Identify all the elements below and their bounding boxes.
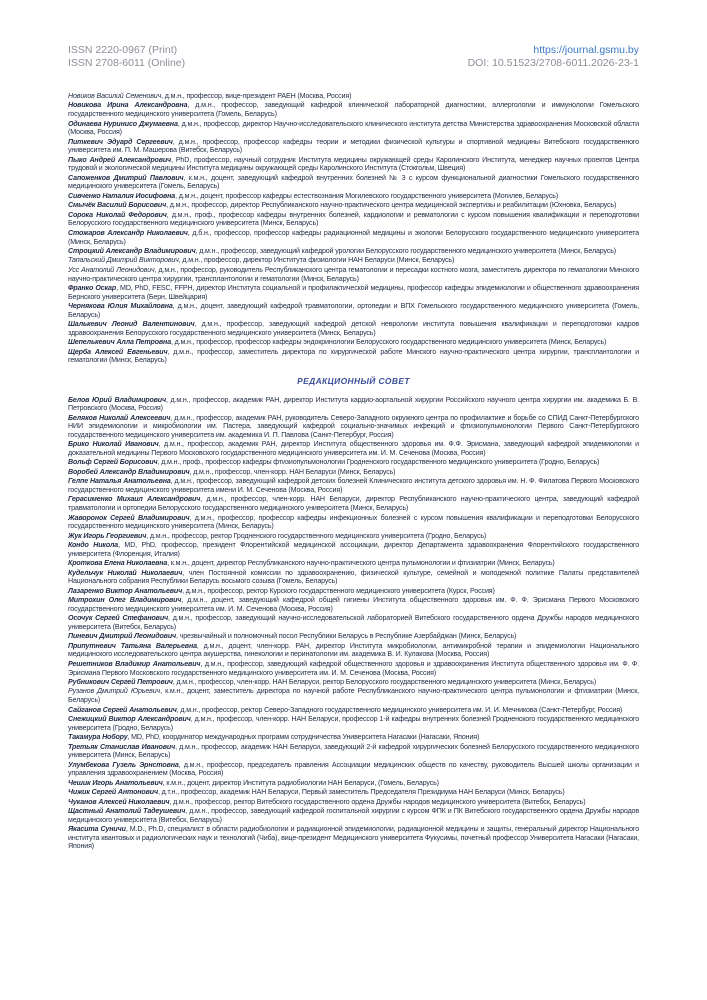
member-name: Усс Анатолий Леонидович [68, 265, 155, 274]
member-entry [68, 302, 639, 319]
member-entry [68, 788, 639, 797]
member-name: Тапальский Дмитрий Викторович [68, 256, 179, 265]
doi: DOI: 10.51523/2708-6011.2026-23-1 [467, 57, 639, 69]
editorial-board-list [68, 92, 639, 365]
member-name: Лазаренко Виктор Анатольевич [68, 586, 183, 595]
member-entry [68, 761, 639, 778]
member-affiliation: , д.м.н., профессор, ректор Северо-Западного государственного медицинского университета им. И. И. Мечникова (Санкт-Петербург, Россия) [176, 705, 623, 714]
member-entry [68, 477, 639, 494]
member-affiliation: , чрезвычайный и полномочный посол Республики Беларусь в Республике Азербайджан (Минск, Беларусь) [176, 632, 517, 641]
member-affiliation: , д.м.н., профессор, руководитель Республиканского центра гематологии и пересадки костного мозга, заместитель директора по гематологии Минского научно-практического центра хирургии, трансплантологии и гематологии (Минск, Беларусь) [68, 265, 639, 283]
member-name: Митрохин Олег Владимирович [68, 596, 182, 605]
member-entry [68, 101, 639, 118]
member-affiliation: , д.м.н., профессор, член-корр. НАН Беларуси, профессор 1-й кафедры внутренних болезней Гродненского государственного медицинского университета (Гродно, Беларусь) [68, 715, 639, 732]
member-affiliation: , д.м.н., профессор, ректор Гродненского государственного медицинского университета (Гродно, Беларусь) [146, 531, 487, 540]
member-name: Кудельчук Николай Николаевич [68, 568, 183, 577]
member-entry [68, 458, 639, 467]
member-affiliation: , д.м.н., доцент, заведующий кафедрой травматологии, ортопедии и ВПХ Гомельского государственного медицинского университета (Гомель, Беларусь) [68, 302, 639, 319]
member-name: Сайганов Сергей Анатольевич [68, 705, 177, 714]
member-affiliation: , к.м.н., доцент, заведующий кафедрой внутренних болезней № 3 с курсом функциональной диагностики Гомельского государственного медицинского университета (Гомель, Беларусь) [68, 173, 639, 191]
member-entry [68, 256, 639, 265]
board-content [68, 92, 639, 852]
member-affiliation: , д.м.н., профессор, директор Научно-исследовательского клинического института детства Министерства здравоохранения Московской области (Москва, Россия) [68, 119, 639, 137]
member-entry [68, 92, 639, 101]
member-affiliation: , д.м.н., профессор, директор Института физиологии НАН Беларуси (Минск, Беларусь) [178, 256, 455, 265]
journal-block [468, 44, 639, 70]
member-name: Новиков Василий Семенович [68, 92, 162, 100]
member-name: Чуканов Алексей Николаевич [68, 797, 170, 806]
member-affiliation: , д.м.н., профессор, председатель правления Ассоциации медицинских обществ по качеству, руководитель Высшей школы организации и управления здравоохранением (Москва, Россия) [68, 760, 639, 778]
member-name: Снежицкий Виктор Александрович [68, 715, 191, 724]
member-entry [68, 632, 639, 641]
member-entry [68, 559, 639, 568]
member-entry [68, 587, 639, 596]
member-entry [68, 569, 639, 586]
member-name: Третьяк Станислав Иванович [68, 742, 176, 751]
member-affiliation: , д.м.н., профессор, академик РАН, директор Института общественного здоровья им. Ф.Ф. Эрисмана, заведующий кафедрой эпидемиологии и доказательной медицины Первого Московского государственного медицинского университета им. И. М. Сеченова (Москва, Россия) [68, 440, 639, 457]
member-entry [68, 201, 639, 210]
member-affiliation: , д.м.н., профессор, академик НАН Беларуси, заведующий 2-й кафедрой хирургических болезней Белорусского государственного медицинского университета (Минск, Беларусь) [68, 742, 639, 760]
member-name: Сорока Николай Федорович [68, 210, 167, 219]
member-entry [68, 338, 639, 347]
member-name: Припутневич Татьяна Валерьевна [68, 641, 197, 650]
member-entry [68, 779, 639, 788]
member-affiliation: , д.м.н., профессор, заведующий кафедрой детских болезней Клинического института детского здоровья им. Н. Ф. Филатова Первого Московского государственного медицинского университета имени И. М. Сеченова (Москва, Россия) [68, 477, 639, 494]
member-name: Гелпе Наталья Анатольевна [68, 477, 171, 486]
member-entry [68, 495, 639, 512]
member-affiliation: , к.м.н., доцент, заместитель директора по научной работе Республиканского научно-практического центра пульмонологии и фтизиатрии (Минск, Беларусь) [68, 687, 639, 705]
member-name: Рубникович Сергей Петрович [68, 677, 173, 686]
member-name: Чижик Сергей Антонович [68, 788, 158, 797]
member-entry [68, 706, 639, 715]
member-name: Щастный Анатолий Тадеушевич [68, 807, 186, 816]
member-name: Решетников Владимир Анатольевич [68, 659, 201, 668]
member-entry [68, 468, 639, 477]
member-entry [68, 138, 639, 155]
member-affiliation: , д.м.н., профессор, член-корр. НАН Беларуси, ректор Белорусского государственного медицинского университета (Минск, Беларусь) [172, 677, 597, 686]
member-name: Сапоженков Дмитрий Павлович [68, 173, 184, 182]
member-affiliation: , член Постоянной комиссии по здравоохранению, физической культуре, семейной и молодежной политике Палаты представителей Национального собрания Республики Беларусь восьмого созыва (Гомель, Беларусь) [68, 568, 640, 586]
member-affiliation: , д.м.н., профессор, академик РАН, руководитель Северо-Западного окружного центра по профилактике и борьбе со СПИД Санкт-Петербургского НИИ эпидемиологии и микробиологии им. Пастера, заведующий кафедрой социально-значимых инфекций и фтизиопульмонологии Первого Санкт-Петербургского государственного медицинского университета им. академика И. П. Павлова (Санкт-Петербург, Россия) [68, 413, 639, 439]
member-name: Жук Игорь Георгиевич [68, 531, 147, 540]
member-entry [68, 320, 639, 337]
issn-online: ISSN 2708-6011 (Online) [68, 57, 186, 69]
member-name: Кроткова Елена Николаевна [68, 559, 168, 568]
member-entry [68, 532, 639, 541]
member-affiliation: , д.б.н., профессор, профессор кафедры радиационной медицины и экологии Белорусского государственного медицинского университета (Минск, Беларусь) [68, 228, 639, 246]
member-affiliation: , к.м.н., доцент, директор Института радиобиологии НАН Беларуси, (Гомель, Беларусь) [162, 778, 439, 787]
member-name: Герасименко Михаил Александрович [68, 495, 201, 504]
member-affiliation: , д.м.н., профессор, член-корр. НАН Беларуси, директор Республиканского научно-практического центра, заведующий кафедрой травматологии и ортопедии Белорусского государственного медицинского университета (Минск, Беларусь) [68, 495, 639, 513]
member-name: Воробей Александр Владимирович [68, 467, 190, 476]
member-entry [68, 211, 639, 228]
member-entry [68, 541, 639, 558]
member-entry [68, 733, 639, 742]
member-affiliation: , д.м.н., профессор, заведующий кафедрой общественного здоровья и здравоохранения Института общественного здоровья им. Ф. Ф. Эрисмана Первого Московского государственного медицинского университета им. И. М. Сеченова (Москва, Россия) [68, 659, 639, 677]
member-name: Улумбекова Гузель Эрнстовна [68, 760, 179, 769]
member-affiliation: , MD, PhD, профессор, президент Флорентийской медицинской ассоциации, директор Департамента здравоохранения Флорентийского государственного университета (Флоренция, Италия) [68, 541, 639, 558]
member-affiliation: , д.м.н., профессор, заведующий научно-исследовательской лабораторией Витебского государственного ордена Дружбы народов медицинского университета (Витебск, Беларусь) [68, 614, 639, 631]
member-affiliation: , д.т.н., профессор, академик НАН Беларуси, Первый заместитель Председателя Президиума НАН Беларуси (Минск, Беларусь) [157, 788, 565, 797]
member-affiliation: , д.м.н., профессор, директор Республиканского научно-практического центра медицинской экспертизы и реабилитации (Юхновка, Беларусь) [166, 201, 617, 210]
member-affiliation: , д.м.н., профессор, член-корр. НАН Беларуси (Минск, Беларусь) [189, 467, 396, 476]
member-entry [68, 715, 639, 732]
member-name: Чешик Игорь Анатольевич [68, 778, 163, 787]
member-entry [68, 120, 639, 137]
member-entry [68, 284, 639, 301]
member-affiliation: , д.м.н., профессор, заведующий кафедрой клинической лабораторной диагностики, аллергологии и иммунологии Гомельского государственного медицинского университета (Гомель, Беларусь) [68, 101, 639, 119]
issn-print: ISSN 2220-0967 (Print) [68, 44, 178, 56]
member-name: Шалькевич Леонид Валентинович [68, 320, 195, 329]
member-affiliation: , д.м.н., проф., профессор кафедры внутренних болезней, кардиологии и ревматологии с курсом повышения квалификации и переподготовки Белорусского государственного медицинского университета (Минск, Беларусь) [68, 210, 639, 228]
member-entry [68, 396, 639, 413]
member-affiliation: , д.м.н., проф., профессор кафедры фтизиопульмонологии Гродненского государственного медицинского университета (Гродно, Беларусь) [157, 458, 600, 467]
member-name: Жаворонок Сергей Владимирович [68, 513, 190, 522]
member-entry [68, 798, 639, 807]
member-name: Одинаева Нуринисо Джумаевна [68, 119, 178, 128]
member-name: Франко Оскар [68, 284, 117, 293]
member-affiliation: , д.м.н., профессор, ректор Витебского государственного ордена Дружбы народов медицинского университета (Витебск, Беларусь) [169, 797, 586, 806]
member-entry [68, 414, 639, 440]
member-entry [68, 174, 639, 191]
page-header [68, 44, 639, 76]
member-affiliation: , д.м.н., профессор, заведующий кафедрой урологии Белорусского государственного медицинского университета (Минск, Беларусь) [195, 247, 616, 255]
member-name: Рузанов Дмитрий Юрьевич [68, 687, 161, 696]
member-affiliation: , д.м.н., доцент, заведующий кафедрой общей гигиены Института общественного здоровья им. Ф. Ф. Эрисмана Первого Московского государственного медицинского университета им. И. М. Сеченова (Москва, Россия) [68, 596, 639, 613]
member-name: Осочук Сергей Стефанович [68, 614, 169, 623]
member-name: Питкевич Эдуард Сергеевич [68, 137, 173, 146]
member-entry [68, 229, 639, 246]
editorial-council-list [68, 396, 639, 852]
member-name: Строцкий Александр Владимирович [68, 247, 196, 255]
member-affiliation: , д.м.н., профессор, профессор кафедры теории и методики физической культуры и спортивной медицины Витебского государственного университета им. П. М. Машерова (Витебск, Беларусь) [68, 137, 639, 155]
member-entry [68, 743, 639, 760]
member-entry [68, 156, 639, 173]
member-entry [68, 678, 639, 687]
member-name: Брико Николай Иванович [68, 440, 159, 449]
member-entry [68, 825, 639, 851]
member-affiliation: , MD, PhD, координатор международных программ сотрудничества Университета Нагасаки (Нагасаки, Япония) [127, 733, 480, 742]
member-name: Пиневич Дмитрий Леонидович [68, 632, 177, 641]
member-affiliation: , д.м.н., профессор, профессор кафедры эндокринологии Белорусского государственного медицинского университета (Минск, Беларусь) [171, 338, 607, 347]
member-name: Беляков Николай Алексеевич [68, 413, 171, 422]
member-name: Чернякова Юлия Михайловна [68, 302, 173, 311]
member-affiliation: , MD, PhD, FESC, FFPH, директор Института социальной и профилактической медицины, профессор кафедры эпидемиологии и общественного здравоохранения Бернского университета (Берн, Швейцария) [68, 284, 639, 301]
member-name: Кондо Никола [68, 541, 119, 550]
member-name: Новикова Ирина Александровна [68, 101, 188, 110]
journal-url-link[interactable]: https://journal.gsmu.by [533, 44, 639, 56]
member-affiliation: , д.м.н., доцент, профессор кафедры естествознания Могилевского государственного университета (Могилев, Беларусь) [175, 191, 559, 200]
member-affiliation: , д.м.н., доцент, член-корр. РАН, директор Института микробиологии, антимикробной терапии и эпидемиологии Национального медицинского исследовательского центра акушерства, гинекологии и перинатологии им. академика В. И. Кулакова (Москва, Россия) [68, 641, 639, 659]
member-name: Такамура Нобору [68, 733, 128, 742]
member-affiliation: , д.м.н., профессор, ректор Курского государственного медицинского университета (Курск, Россия) [182, 586, 495, 595]
member-entry [68, 247, 639, 256]
member-entry [68, 514, 639, 531]
member-name: Шепелькевич Алла Петровна [68, 338, 171, 347]
member-entry [68, 348, 639, 365]
member-affiliation: , д.м.н., профессор, заведующий кафедрой госпитальной хирургии с курсом ФПК и ПК Витебского государственного ордена Дружбы народов медицинского университета (Витебск, Беларусь) [68, 807, 639, 824]
issn-block [68, 44, 185, 70]
member-entry [68, 687, 639, 704]
member-affiliation: , д.м.н., профессор, академик РАН, директор Института кардио-аортальной хирургии Российского научного центра хирургии им. академика Б. В. Петровского (Москва, Россия) [68, 395, 639, 413]
member-name: Стожаров Александр Николаевич [68, 228, 188, 237]
member-entry [68, 642, 639, 659]
member-entry [68, 596, 639, 613]
member-affiliation: , к.м.н., доцент, директор Республиканского научно-практического центра пульмонологии и фтизиатрии (Минск, Беларусь) [167, 559, 555, 568]
member-affiliation: , д.м.н., профессор, профессор кафедры инфекционных болезней с курсом повышения квалификации и переподготовки Белорусского государственного медицинского университета (Минск, Беларусь) [68, 513, 639, 531]
member-name: Белов Юрий Владимирович [68, 395, 166, 404]
member-name: Пыко Андрей Александрович [68, 155, 172, 164]
member-name: Якасита Суничи [68, 825, 126, 834]
section-title: РЕДАКЦИОННЫЙ СОВЕТ [297, 375, 410, 386]
member-entry [68, 660, 639, 677]
member-entry [68, 807, 639, 824]
member-entry [68, 266, 639, 283]
member-affiliation: , M.D., Ph.D, специалист в области радиобиологии и радиационной эпидемиологии, радиационной медицины и защиты, генеральный директор Национального института квантовых и радиологических наук и технологий (Чиба), вице-президент Медицинского университета Фукусимы, почетный профессор Университета Нагасаки (Нагасаки, Япония) [68, 825, 640, 851]
member-entry [68, 192, 639, 201]
member-affiliation: , д.м.н., профессор, заместитель директора по хирургической работе Минского научно-практического центра хирургии, трансплантологии и гематологии (Минск, Беларусь) [68, 347, 639, 365]
member-entry [68, 440, 639, 457]
member-name: Сивченко Наталия Иосифовна [68, 191, 176, 200]
member-entry [68, 614, 639, 631]
member-affiliation: , PhD, профессор, научный сотрудник Института медицины окружающей среды Каролинского Института, менеджер научных проектов Центра трудовой и экологической медицины Института медицины окружающей среды Каролинского Института (Стокгольм, Швеция) [68, 155, 639, 173]
member-affiliation: , д.м.н., профессор, заведующий кафедрой детской неврологии института повышения квалификации и переподготовки кадров здравоохранения Белорусского государственного медицинского университета (Минск, Беларусь) [68, 320, 640, 337]
member-name: Вольф Сергей Борисович [68, 458, 158, 467]
member-name: Смычёк Василий Борисович [68, 201, 167, 210]
member-affiliation: , д.м.н., профессор, вице-президент РАЕН (Москва, Россия) [161, 92, 352, 100]
member-name: Щерба Алексей Евгеньевич [68, 347, 168, 356]
